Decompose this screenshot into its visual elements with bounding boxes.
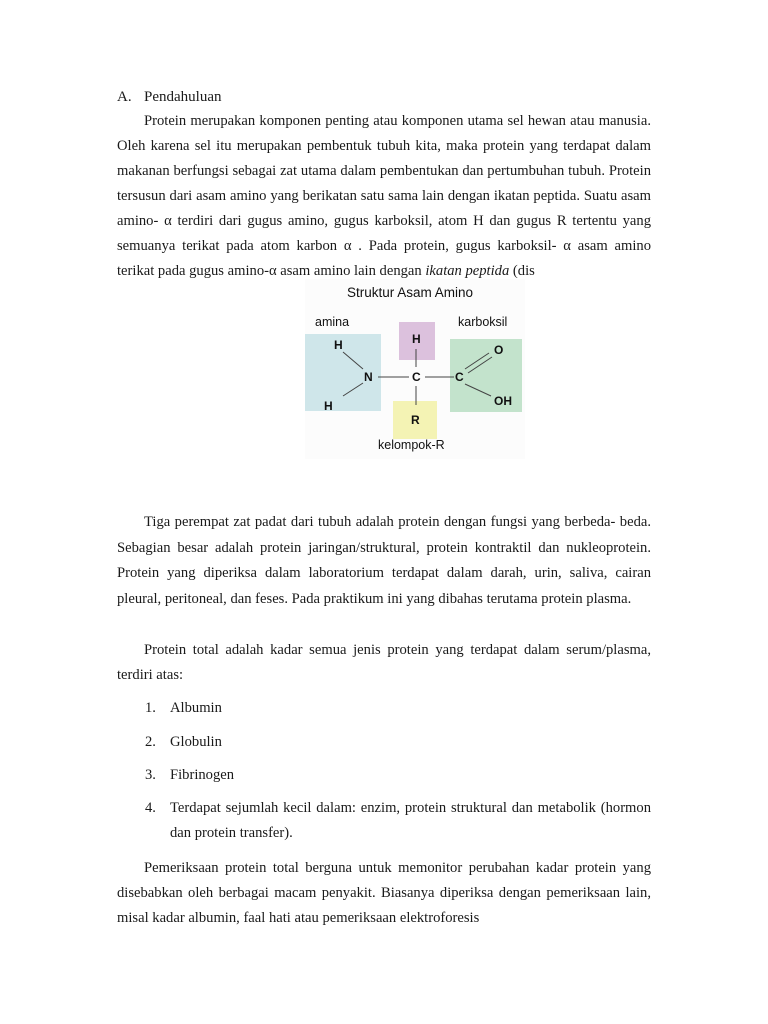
paragraph-examination: Pemeriksaan protein total berguna untuk memonitor perubahan kadar protein yang disebabkan oleh berbagai macam penyakit. Biasanya diperiksa dengan pemeriksaan lain, misal kadar albumin, faal hati atau pemeriksaan elektroforesis xyxy=(117,860,651,926)
label-amine: amina xyxy=(315,315,350,329)
figure-title: Struktur Asam Amino xyxy=(347,285,474,300)
list-number: 2. xyxy=(145,734,156,750)
list-item xyxy=(145,796,651,846)
paragraph-protein-function: Tiga perempat zat padat dari tubuh adalah protein dengan fungsi yang berbeda- beda. Sebagian besar adalah protein jaringan/struktural, protein kontraktil dan nukleoprotein. Protein yang diperiksa dalam laboratorium terdapat dalam darah, urin, saliva, cairan pleural, peritoneal, dan feses. Pada praktikum ini yang dibahas terutama protein plasma. xyxy=(117,514,651,607)
paragraph-intro-text: Protein merupakan komponen penting atau komponen utama sel hewan atau manusia. Oleh karena sel itu merupakan pembentuk tubuh kita, maka protein yang terdapat dalam makanan berfungsi sebagai zat utama dalam pembentukan dan pertumbuhan tubuh. Protein tersusun dari asam amino yang berikatan satu sama lain dengan ikatan peptida. Suatu asam amino- α terdiri dari gugus amino, gugus karboksil, atom H dan gugus R tertentu yang semuanya terikat pada atom karbon α . Pada protein, gugus karboksil- α asam amino terikat pada gugus amino-α asam amino lain dengan xyxy=(117,113,651,279)
atom-c-carboxyl: C xyxy=(455,370,464,384)
list-number: 1. xyxy=(145,700,156,716)
atom-c-center: C xyxy=(412,370,421,384)
protein-list-item-1 xyxy=(145,696,651,721)
section-title: Pendahuluan xyxy=(144,89,222,105)
list-text: Terdapat sejumlah kecil dalam: enzim, protein struktural dan metabolik (hormon dan protein transfer). xyxy=(170,800,651,841)
paragraph-intro-tail: (dis xyxy=(509,263,535,279)
atom-h-top: H xyxy=(412,332,421,346)
atom-o: O xyxy=(494,343,504,357)
label-r-group: kelompok-R xyxy=(378,438,445,452)
section-heading xyxy=(117,86,221,108)
amino-acid-structure-figure xyxy=(305,279,525,459)
atom-oh: OH xyxy=(494,394,512,408)
protein-list-item-4 xyxy=(145,796,651,846)
paragraph-intro xyxy=(117,109,651,284)
list-text: Globulin xyxy=(170,734,222,750)
protein-list-item-3 xyxy=(145,763,651,788)
label-carboxyl: karboksil xyxy=(458,315,508,329)
atom-h-bottom-left: H xyxy=(324,399,333,413)
list-number: 3. xyxy=(145,767,156,783)
list-text: Fibrinogen xyxy=(170,767,235,783)
atom-h-top-left: H xyxy=(334,338,343,352)
paragraph-intro-italic: ikatan peptida xyxy=(425,263,510,279)
list-item xyxy=(145,763,651,788)
section-letter: A. xyxy=(117,89,132,105)
atom-r: R xyxy=(411,413,420,427)
list-number: 4. xyxy=(145,800,156,816)
paragraph-total-protein: Protein total adalah kadar semua jenis protein yang terdapat dalam serum/plasma, terdiri atas: xyxy=(117,642,651,683)
list-text: Albumin xyxy=(170,700,222,716)
list-item xyxy=(145,696,651,721)
protein-list-item-2 xyxy=(145,730,651,755)
list-item xyxy=(145,730,651,755)
atom-n: N xyxy=(364,370,373,384)
